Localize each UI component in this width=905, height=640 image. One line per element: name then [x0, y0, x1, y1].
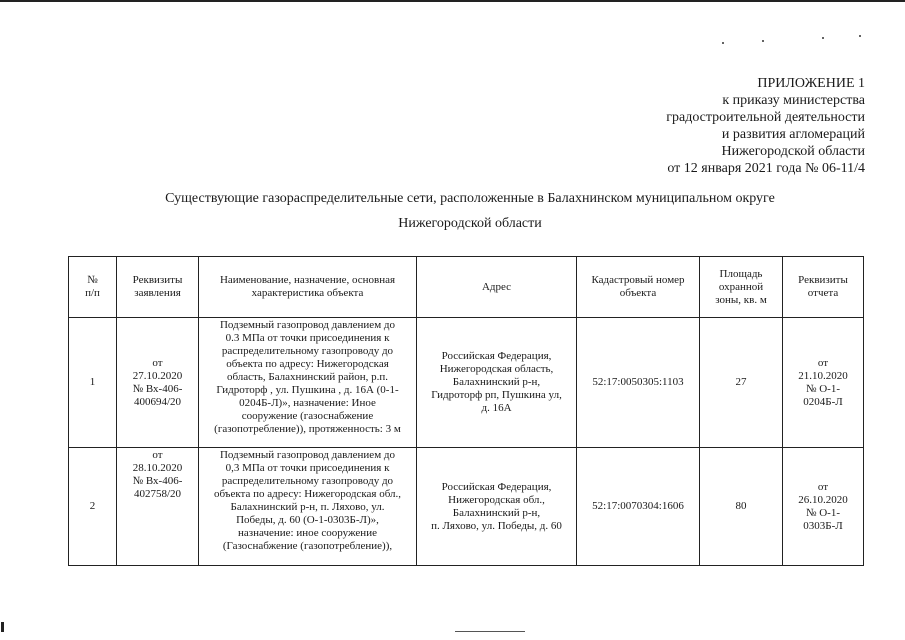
header-request: Реквизиты заявления	[117, 257, 199, 318]
row-report: от 26.10.2020 № О-1- 0303Б-Л	[783, 448, 864, 566]
row-cadastral: 52:17:0070304:1606	[577, 448, 700, 566]
page-footer-line	[455, 631, 525, 632]
scan-edge-mark	[1, 622, 4, 632]
scan-speck	[762, 40, 764, 42]
scan-top-border	[0, 0, 905, 2]
appendix-line: к приказу министерства	[722, 93, 865, 108]
appendix-line: ПРИЛОЖЕНИЕ 1	[757, 76, 865, 91]
appendix-line: и развития агломераций	[721, 127, 865, 142]
row-description: Подземный газопровод давлением до 0.3 МПа от точки присоединения к распределительному газопроводу до объекта по адресу: Нижегородская область, Балахнинский район, р.п. Гидроторф , ул. Пушкина , д. 16А (0-1- 0204Б-Л)», назначение: Иное сооружение (газоснабжение (газопотребление)), протяженность: 3 м	[199, 318, 417, 448]
appendix-line: Нижегородской области	[721, 144, 865, 159]
header-address: Адрес	[417, 257, 577, 318]
header-report: Реквизиты отчета	[783, 257, 864, 318]
row-request: от 28.10.2020 № Вх-406- 402758/20	[117, 448, 199, 566]
scan-speck	[859, 35, 861, 37]
row-num: 1	[69, 318, 117, 448]
header-description: Наименование, назначение, основная характеристика объекта	[199, 257, 417, 318]
row-cadastral: 52:17:0050305:1103	[577, 318, 700, 448]
scan-speck	[822, 37, 824, 39]
row-num: 2	[69, 448, 117, 566]
header-cadastral: Кадастровый номер объекта	[577, 257, 700, 318]
appendix-line: от 12 января 2021 года № 06-11/4	[667, 161, 865, 176]
table-row	[69, 318, 864, 448]
row-address: Российская Федерация, Нижегородская область, Балахнинский р-н, Гидроторф рп, Пушкина ул, д. 16А	[417, 318, 577, 448]
document-title: Существующие газораспределительные сети, расположенные в Балахнинском муниципальном округе	[165, 191, 775, 206]
row-address: Российская Федерация, Нижегородская обл., Балахнинский р-н, п. Ляхово, ул. Победы, д. 60	[417, 448, 577, 566]
gas-network-table	[68, 256, 864, 566]
document-subtitle: Нижегородской области	[398, 216, 542, 231]
row-request: от 27.10.2020 № Вх-406- 400694/20	[117, 318, 199, 448]
table-row	[69, 448, 864, 566]
scan-speck	[722, 42, 724, 44]
row-description: Подземный газопровод давлением до 0,3 МПа от точки присоединения к распределительному газопроводу до объекта по адресу: Нижегородская обл., Балахнинский р-н, п. Ляхово, ул. Победы, д. 60 (О-1-0303Б-Л)», назначение: иное сооружение (Газоснабжение (газопотребление)),	[199, 448, 417, 566]
header-area: Площадь охранной зоны, кв. м	[700, 257, 783, 318]
header-num: № п/п	[69, 257, 117, 318]
row-area: 27	[700, 318, 783, 448]
row-report: от 21.10.2020 № О-1- 0204Б-Л	[783, 318, 864, 448]
table-header-row	[69, 257, 864, 318]
appendix-line: градостроительной деятельности	[666, 110, 865, 125]
row-area: 80	[700, 448, 783, 566]
appendix-header	[605, 75, 865, 177]
